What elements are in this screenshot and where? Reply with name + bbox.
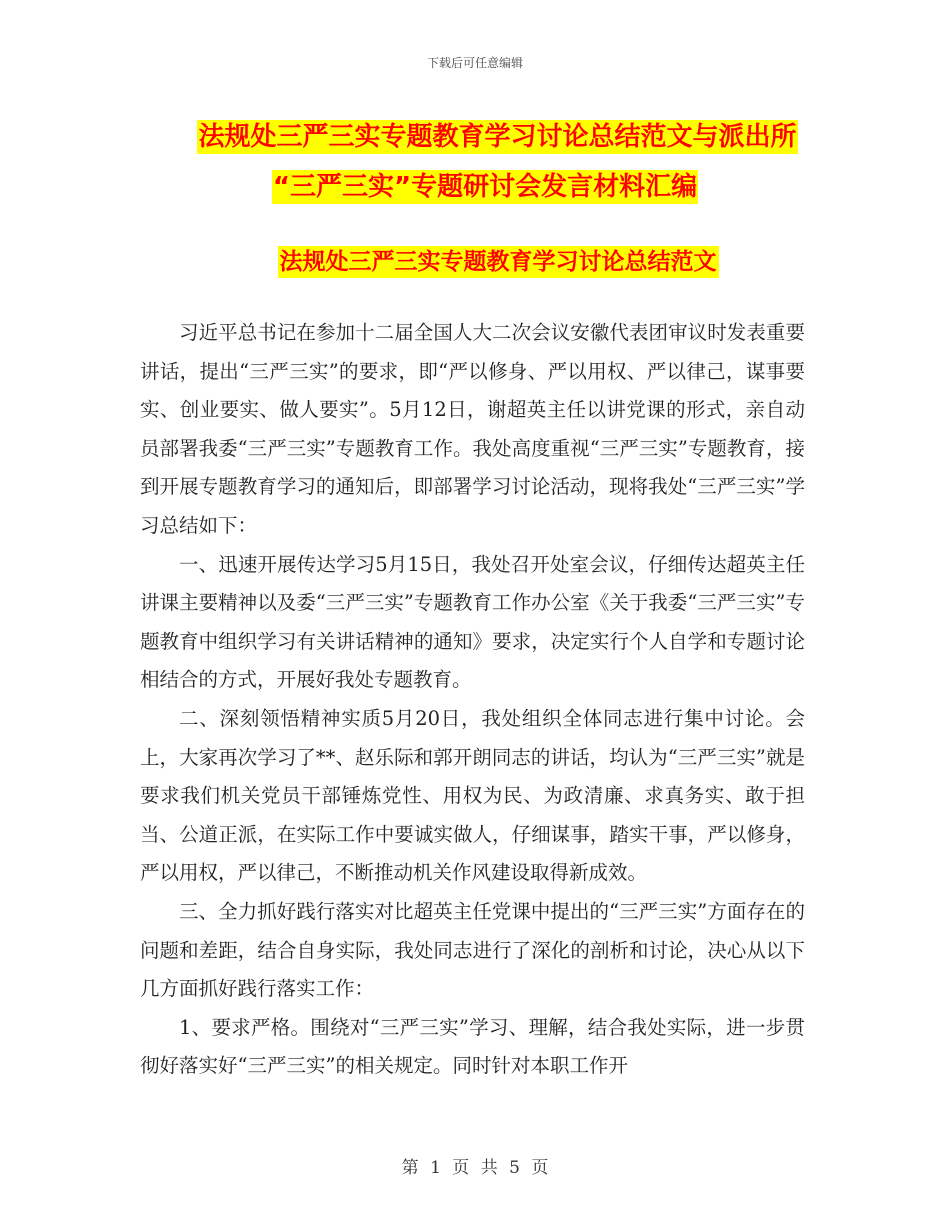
body-text [140,314,805,1086]
title-highlight-2: “三严三实”专题研讨会发言材料汇编 [272,172,698,202]
section-title [0,242,950,282]
page-number-footer: 第 1 页 共 5 页 [401,1158,549,1178]
section-title-text: 法规处三严三实专题教育学习讨论总结范文 [278,246,719,278]
document-title-line-2 [0,162,950,212]
paragraph-section-1: 一、迅速开展传达学习5月15日，我处召开处室会议，仔细传达超英主任讲课主要精神以及委“三严三实”专题教育工作办公室《关于我委“三严三实”专题教育中组织学习有关讲话精神的通知》要求，决定实行个人自学和专题讨论相结合的方式，开展好我处专题教育。 [140,552,805,692]
page-header-note: 下载后可任意编辑 [426,56,523,70]
document-title-line-1 [0,112,950,162]
paragraph-item-1: 1、要求严格。围绕对“三严三实”学习、理解，结合我处实际，进一步贯彻好落实好“三严三实”的相关规定。同时针对本职工作开 [140,1015,805,1078]
paragraph-section-2: 二、深刻领悟精神实质5月20日，我处组织全体同志进行集中讨论。会上，大家再次学习了**、赵乐际和郭开朗同志的讲话，均认为“三严三实”就是要求我们机关党员干部锤炼党性、用权为民、为政清廉、求真务实、敢于担当、公道正派，在实际工作中要诚实做人，仔细谋事，踏实干事，严以修身，严以用权，严以律己，不断推动机关作风建设取得新成效。 [140,706,805,885]
paragraph-intro: 习近平总书记在参加十二届全国人大二次会议安徽代表团审议时发表重要讲话，提出“三严三实”的要求，即“严以修身、严以用权、严以律己，谋事要实、创业要实、做人要实”。5月12日，谢超英主任以讲党课的形式，亲自动员部署我委“三严三实”专题教育工作。我处高度重视“三严三实”专题教育，接到开展专题教育学习的通知后，即部署学习讨论活动，现将我处“三严三实”学习总结如下： [140,321,805,537]
document-title [0,112,950,212]
title-highlight-1: 法规处三严三实专题教育学习讨论总结范文与派出所 [198,122,797,152]
paragraph-section-3: 三、全力抓好践行落实对比超英主任党课中提出的“三严三实”方面存在的问题和差距，结合自身实际，我处同志进行了深化的剖析和讨论，决心从以下几方面抓好践行落实工作： [140,899,805,1001]
